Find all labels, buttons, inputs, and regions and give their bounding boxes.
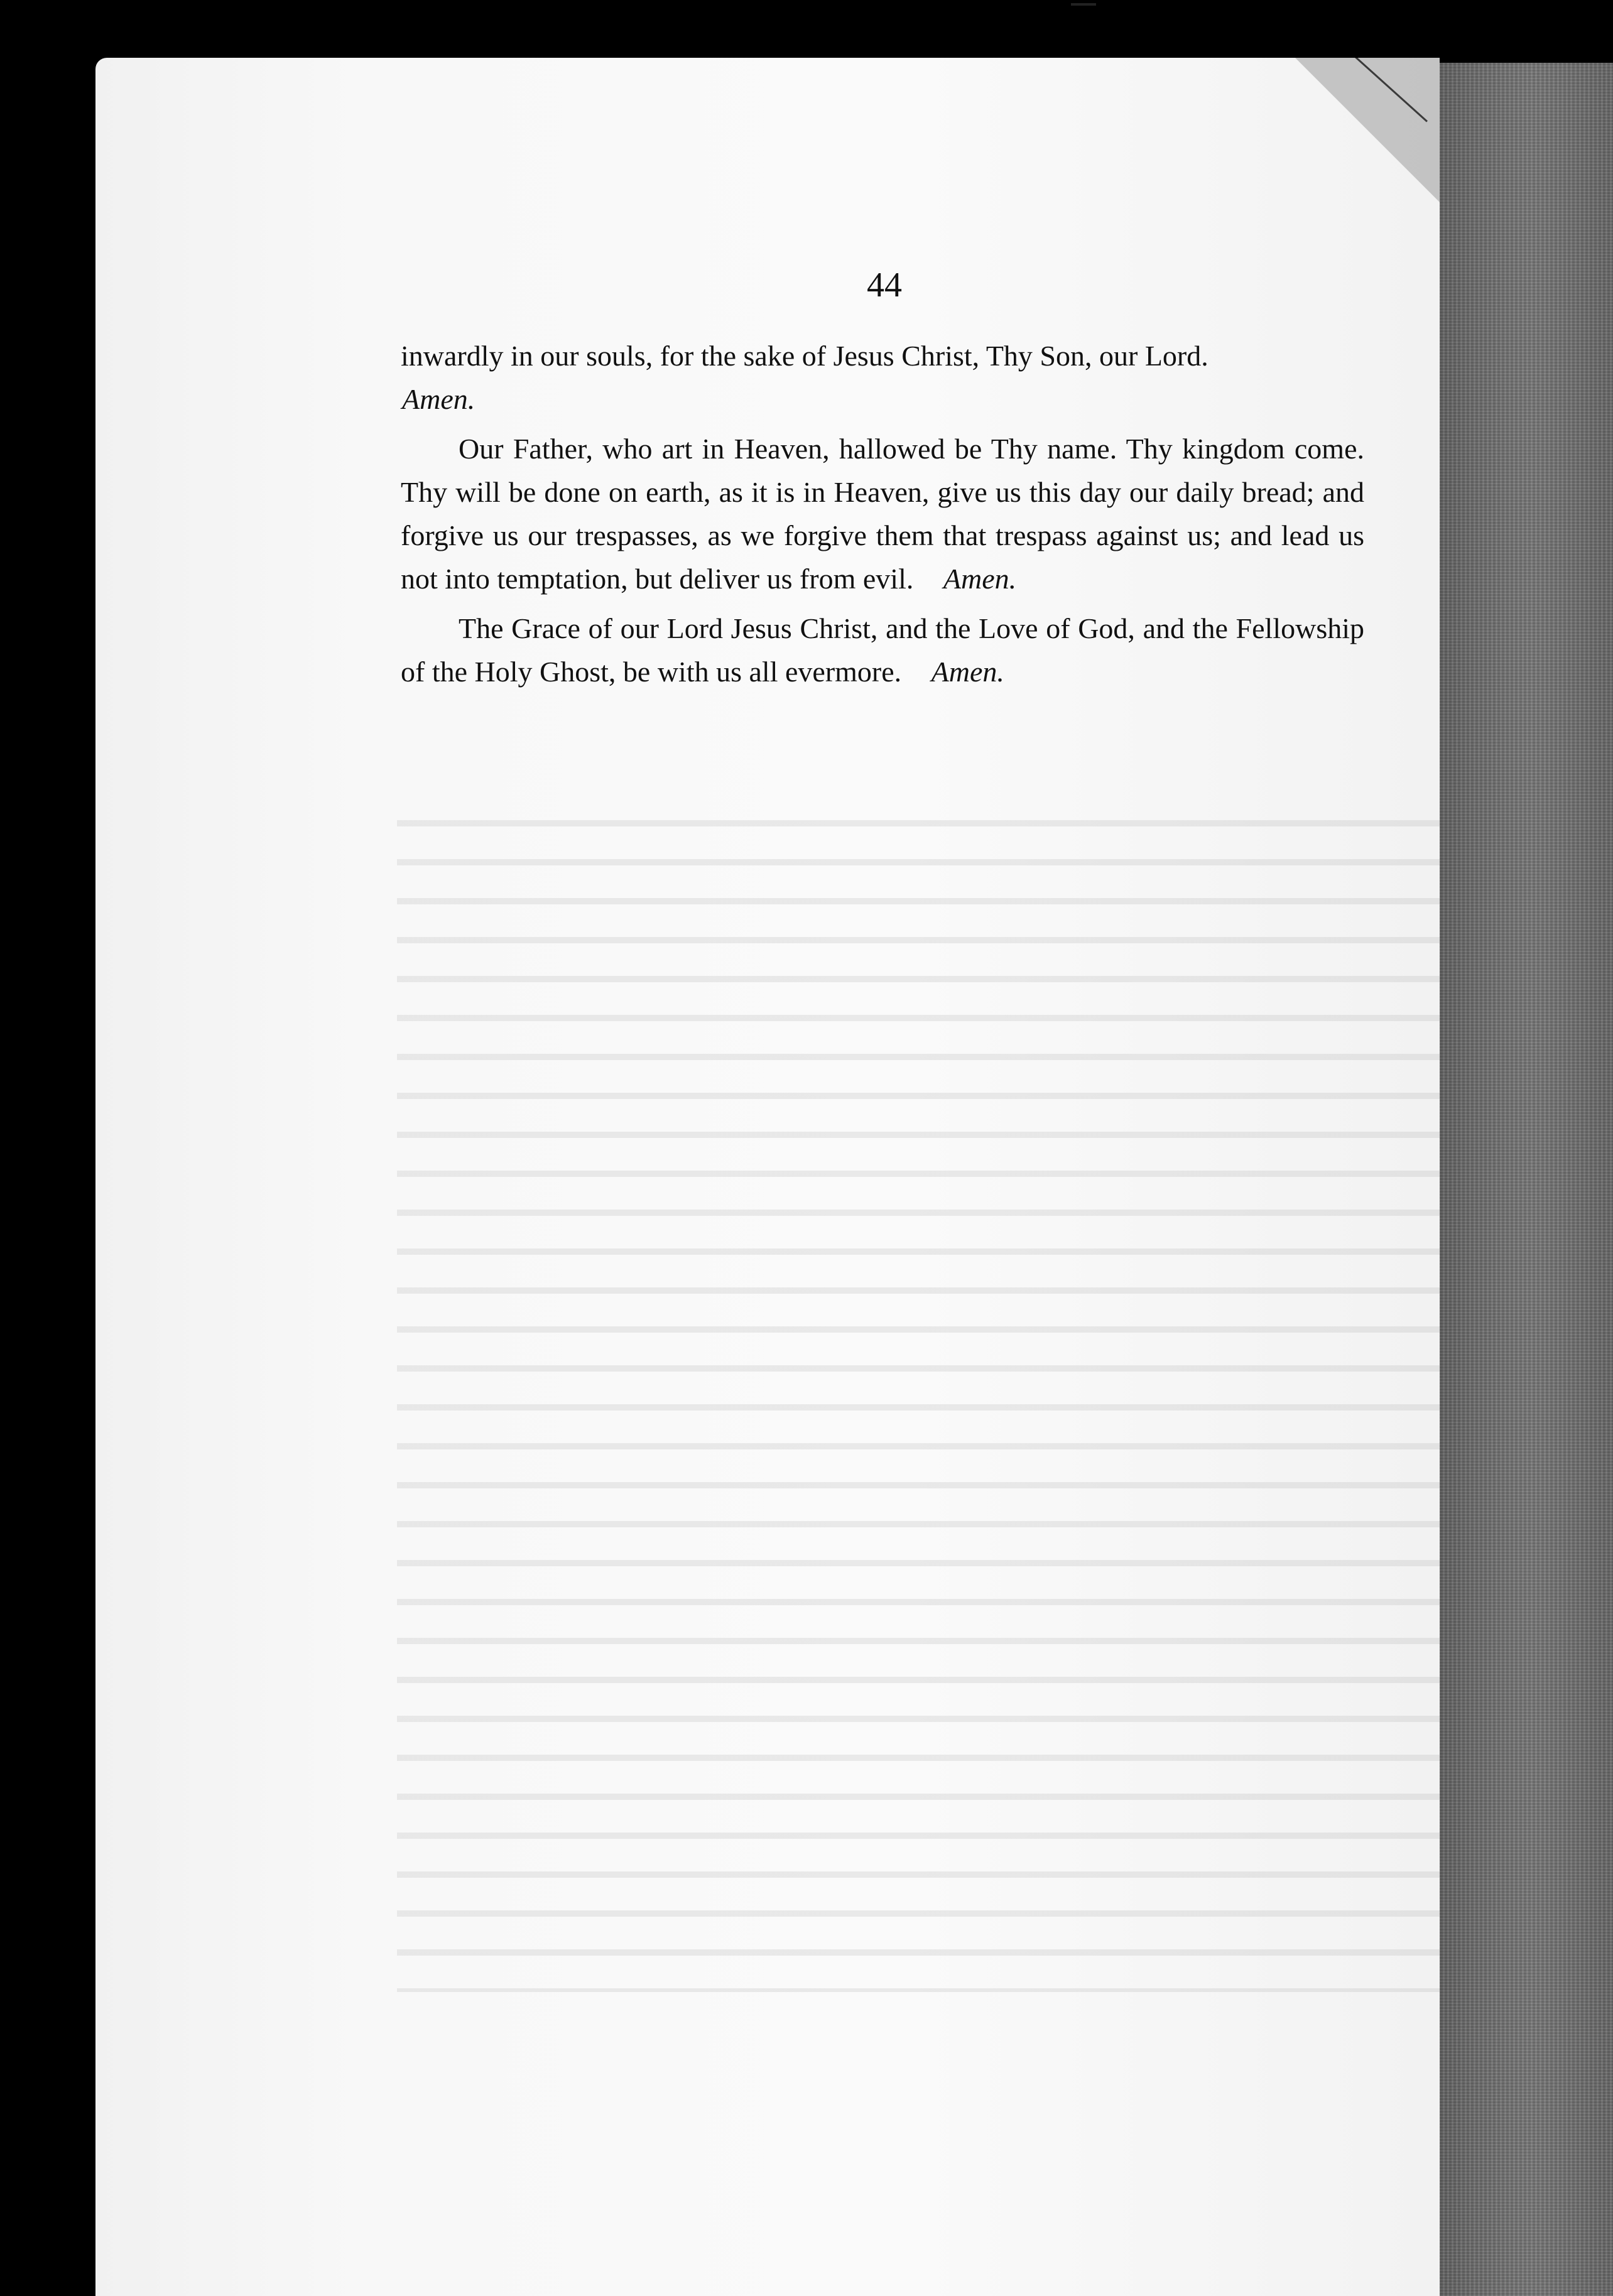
- paragraph: [401, 607, 1364, 693]
- amen-text: Amen.: [931, 656, 1004, 688]
- paragraph-text: Our Father, who art in Heaven, hallowed be Thy name. Thy kingdom come. Thy will be done on earth, as it is in Heaven, give us this day our daily bread; and forgive us our trespasses, as we forgive them that trespass against us; and lead us not into temptation, but deliver us from evil.: [401, 433, 1364, 595]
- page-number: 44: [867, 266, 902, 305]
- amen-text: Amen.: [402, 383, 475, 415]
- paragraph-text: The Grace of our Lord Jesus Christ, and the Love of God, and the Fellowship of the Holy Ghost, be with us all evermore.: [401, 612, 1364, 688]
- show-through-text: [397, 799, 1440, 1992]
- folded-corner: [1295, 58, 1440, 202]
- book-spine: [1412, 63, 1613, 2296]
- body-text: [401, 334, 1364, 700]
- paragraph-text: inwardly in our souls, for the sake of Jesus Christ, Thy Son, our Lord.: [401, 340, 1208, 372]
- paragraph: [401, 427, 1364, 600]
- margin-mark: [1071, 3, 1096, 6]
- amen-text: Amen.: [943, 563, 1017, 595]
- paragraph: [401, 334, 1364, 421]
